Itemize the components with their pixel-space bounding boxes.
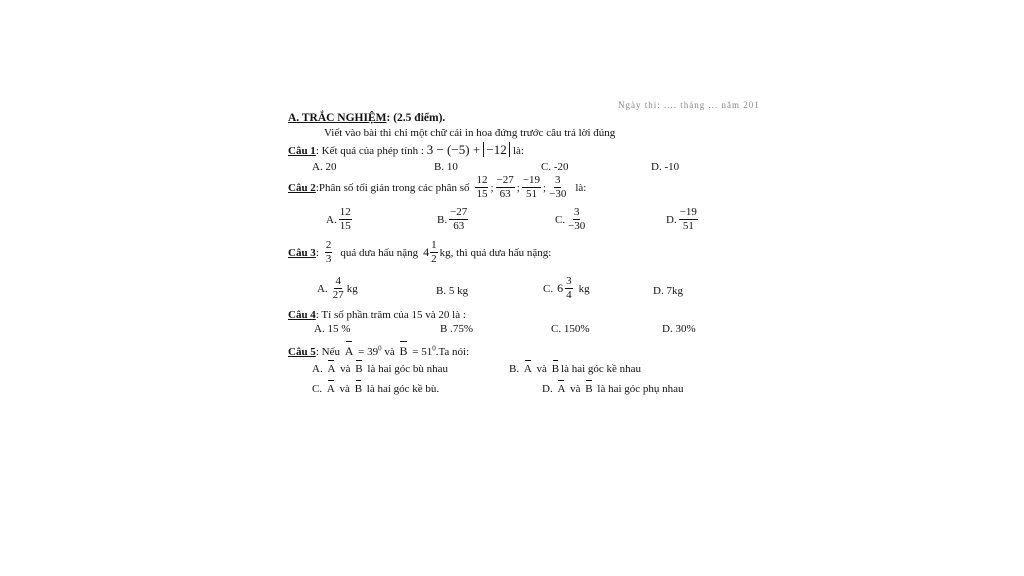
q1-text: : Kết quả của phép tính : xyxy=(315,145,424,157)
section-heading xyxy=(288,112,445,124)
q2-tail: là: xyxy=(575,181,587,194)
q2-fraction-3-num: −19 xyxy=(522,174,541,186)
q2-label: Câu 2 xyxy=(288,181,316,194)
q4-option-b: B .75% xyxy=(440,323,473,335)
q2-option-c-den: −30 xyxy=(568,220,586,232)
q1-option-a: A. 20 xyxy=(312,161,337,173)
q2-option-c-num: 3 xyxy=(573,206,580,218)
q2-option-b xyxy=(437,207,470,232)
q5-option-b-angle-b: B xyxy=(551,363,560,375)
q2-option-b-num: −27 xyxy=(450,206,468,218)
q2-option-b-letter: B. xyxy=(437,213,448,226)
q3-option-a-den: 27 xyxy=(332,289,344,301)
q3-option-b: B. 5 kg xyxy=(436,285,469,297)
q3-option-c xyxy=(543,276,590,301)
q2-option-a-den: 15 xyxy=(339,220,351,232)
q5-option-a-letter: A. xyxy=(312,363,323,375)
q5-option-d-letter: D. xyxy=(542,383,553,395)
q2-fraction-1-num: 12 xyxy=(476,174,488,186)
q2-option-c-fraction xyxy=(567,207,586,232)
q2-fraction-3 xyxy=(522,175,541,200)
q3-option-a-letter: A. xyxy=(317,282,328,295)
q1-option-c: C. -20 xyxy=(541,161,569,173)
q1-tail: là: xyxy=(512,145,524,157)
question-2: Câu 2 :Phân số tối giản trong các phân số $\frac{12}{15}$ ; $\frac{-27}{63}$ ; $\frac{-19}{51}$ ; $\frac{3}{-30}$ là: xyxy=(288,174,587,200)
q5-option-c-and: và xyxy=(339,383,350,395)
q4-text: : Tỉ số phần trăm của 15 và 20 là : xyxy=(315,309,466,321)
q3-option-c-fraction xyxy=(565,276,573,301)
q1-option-b: B. 10 xyxy=(434,161,458,173)
q2-option-c-letter: C. xyxy=(555,213,566,226)
q5-option-d-angle-b: B xyxy=(585,383,593,395)
q5-option-c xyxy=(312,383,439,395)
q5-option-a-and: và xyxy=(340,363,351,375)
q3-option-a-num: 4 xyxy=(335,275,341,287)
q2-option-b-den: 63 xyxy=(453,220,465,232)
q3-fraction-den: 3 xyxy=(325,253,332,265)
q5-option-d-angle-a: A xyxy=(557,383,566,395)
q3-text-mid: quả dưa hấu nặng xyxy=(340,246,419,259)
q3-option-c-num: 3 xyxy=(566,275,572,287)
q1-expression xyxy=(427,142,513,157)
q3-option-a-unit: kg xyxy=(346,282,358,295)
q5-option-b-letter: B. xyxy=(509,363,520,375)
q3-option-a-fraction xyxy=(332,276,345,301)
q4-option-c: C. 150% xyxy=(551,323,590,335)
q3-text-end: kg, thì quả dưa hấu nặng: xyxy=(439,246,552,259)
q2-option-d-den: 51 xyxy=(682,220,694,232)
q2-text: :Phân số tối giản trong các phân số xyxy=(315,181,470,194)
section-points: : (2.5 điểm). xyxy=(386,112,446,124)
q5-option-b-angle-a: A xyxy=(523,363,532,375)
q3-option-c-unit: kg xyxy=(578,282,590,295)
q2-fraction-4-den: −30 xyxy=(549,188,567,200)
q3-option-c-letter: C. xyxy=(543,282,554,295)
q5-option-a-text: là hai góc bù nhau xyxy=(367,363,449,375)
q2-option-a-num: 12 xyxy=(339,206,351,218)
q5-degree-1: 0 xyxy=(378,344,382,353)
q3-fraction xyxy=(325,240,333,265)
q3-option-c-den: 4 xyxy=(566,289,572,301)
q5-option-c-angle-b: B xyxy=(354,383,363,395)
q4-option-a: A. 15 % xyxy=(314,323,351,335)
q1-expr-a: 3 − (−5) + xyxy=(426,142,481,157)
q2-option-b-fraction xyxy=(449,207,468,232)
q2-option-d-letter: D. xyxy=(666,213,677,226)
q2-fraction-1-den: 15 xyxy=(476,188,488,200)
q3-option-d: D. 7kg xyxy=(653,285,683,297)
q5-option-a xyxy=(312,363,448,375)
q2-option-d-num: −19 xyxy=(679,206,697,218)
q5-option-d-text: là hai góc phụ nhau xyxy=(597,383,684,395)
q3-mixed-whole: 4 xyxy=(423,245,430,259)
q5-eq2: = 51 xyxy=(412,346,433,358)
q5-option-c-angle-a: A xyxy=(326,383,335,395)
q2-fraction-4 xyxy=(548,175,567,200)
q1-label: Câu 1 xyxy=(288,145,316,157)
q2-fraction-4-num: 3 xyxy=(554,174,561,186)
q4-label: Câu 4 xyxy=(288,309,316,321)
q5-option-c-text: là hai góc kề bù. xyxy=(366,383,440,395)
q2-option-a-fraction xyxy=(339,207,352,232)
q2-fraction-2-num: −27 xyxy=(496,174,514,186)
q2-fraction-2 xyxy=(496,175,515,200)
question-4 xyxy=(288,309,466,321)
q5-degree-2: 0 xyxy=(432,344,436,353)
q2-option-a-letter: A. xyxy=(326,213,337,226)
q1-abs-value: −12 xyxy=(483,142,509,157)
q5-option-b xyxy=(509,363,641,375)
q2-fraction-1 xyxy=(475,175,488,200)
q5-option-d xyxy=(542,383,684,395)
q5-eq1: = 39 xyxy=(358,346,379,358)
q5-option-b-text: là hai góc kề nhau xyxy=(561,363,642,375)
q5-option-a-angle-b: B xyxy=(355,363,363,375)
q4-option-d: D. 30% xyxy=(662,323,696,335)
q2-option-c xyxy=(555,207,588,232)
q2-option-a xyxy=(326,207,354,232)
q5-label: Câu 5 xyxy=(288,346,316,358)
instruction-text: Viết vào bài thi chỉ một chữ cái in hoa đứng trước câu trả lời đúng xyxy=(324,127,616,139)
q5-option-d-and: và xyxy=(570,383,581,395)
section-title: A. TRẮC NGHIỆM xyxy=(288,112,387,124)
question-5 xyxy=(288,344,469,359)
q3-label: Câu 3 xyxy=(288,246,316,259)
q2-option-d xyxy=(666,207,700,232)
q5-option-a-angle-a: A xyxy=(327,363,336,375)
q5-angle-a: A xyxy=(344,344,354,358)
q5-text: : Nếu xyxy=(315,346,340,358)
q5-option-b-and: và xyxy=(536,363,547,375)
cut-off-header: Ngày thi: .... tháng ... năm 201 xyxy=(618,100,760,110)
q3-option-c-whole: 6 xyxy=(557,281,564,295)
q3-fraction-num: 2 xyxy=(325,239,332,251)
q2-fraction-3-den: 51 xyxy=(525,188,537,200)
q5-and: và xyxy=(384,346,395,358)
q3-mixed-num: 1 xyxy=(431,239,437,251)
q3-option-a xyxy=(317,276,358,301)
q5-tail: .Ta nói: xyxy=(435,346,470,358)
q3-mixed-fraction xyxy=(430,240,438,265)
question-1 xyxy=(288,142,524,158)
question-3: Câu 3 : $\frac{2}{3}$ quả dưa hấu nặng 4 $\frac{1}{2}$ kg, thì quả dưa hấu nặng: xyxy=(288,239,552,265)
q5-angle-b: B xyxy=(399,344,408,358)
q1-option-d: D. -10 xyxy=(651,161,680,173)
q2-fraction-2-den: 63 xyxy=(499,188,511,200)
q2-option-d-fraction xyxy=(679,207,698,232)
q5-option-c-letter: C. xyxy=(312,383,323,395)
q3-mixed-den: 2 xyxy=(431,253,437,265)
